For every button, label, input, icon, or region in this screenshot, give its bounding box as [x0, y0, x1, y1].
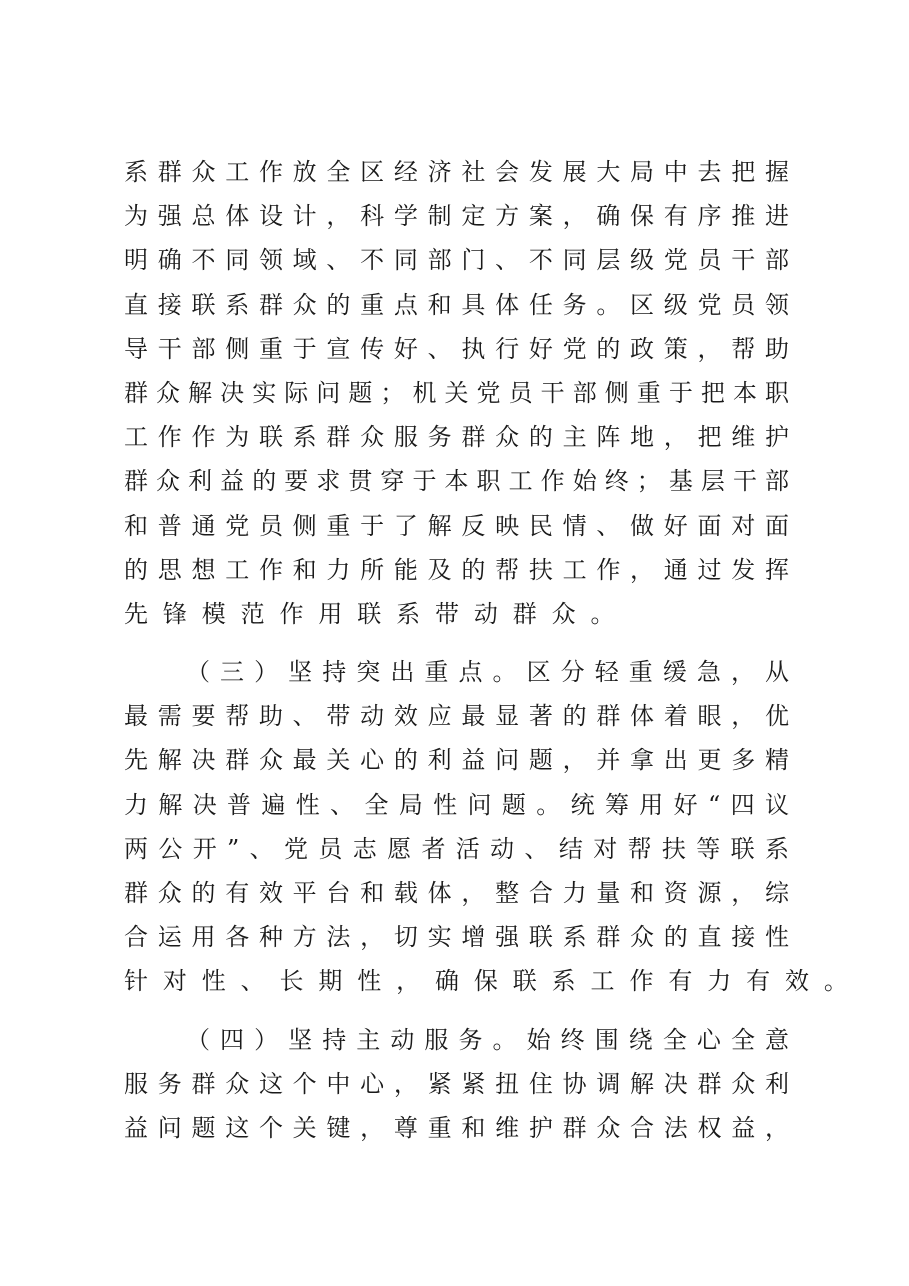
- text-line: 和普通党员侧重于了解反映民情、做好面对面: [124, 511, 789, 540]
- text-line-section-heading: （四）坚持主动服务。始终围绕全心全意: [186, 1025, 789, 1054]
- text-line-paragraph-end: 先锋模范作用联系带动群众。: [124, 599, 630, 628]
- text-line: 两公开”、党员志愿者活动、结对帮扶等联系: [124, 834, 789, 863]
- text-line: 群众解决实际问题；机关党员干部侧重于把本职: [124, 378, 789, 407]
- paragraph-gap: [124, 636, 789, 650]
- text-line: 益问题这个关键，尊重和维护群众合法权益，: [124, 1113, 789, 1142]
- text-line: 的思想工作和力所能及的帮扶工作，通过发挥: [124, 555, 789, 584]
- text-line: 先解决群众最关心的利益问题，并拿出更多精: [124, 746, 789, 775]
- text-line: 为强总体设计，科学制定方案，确保有序推进: [124, 202, 789, 231]
- text-line: 系群众工作放全区经济社会发展大局中去把握: [124, 158, 789, 186]
- text-line: 合运用各种方法，切实增强联系群众的直接性: [124, 923, 789, 952]
- paragraph-gap: [124, 1004, 789, 1018]
- text-line-paragraph-end: 针对性、长期性，确保联系工作有力有效。: [124, 967, 863, 996]
- text-line-section-heading: （三）坚持突出重点。区分轻重缓急，从: [186, 658, 789, 687]
- text-line: 直接联系群众的重点和具体任务。区级党员领: [124, 290, 789, 319]
- text-line: 服务群众这个中心，紧紧扭住协调解决群众利: [124, 1069, 789, 1098]
- text-line: 导干部侧重于宣传好、执行好党的政策，帮助: [124, 334, 789, 363]
- text-line: 最需要帮助、带动效应最显著的群体着眼，优: [124, 702, 789, 731]
- text-line: 群众利益的要求贯穿于本职工作始终；基层干部: [124, 467, 789, 496]
- text-line: 群众的有效平台和载体，整合力量和资源，综: [124, 879, 789, 907]
- body-text: [124, 150, 863, 1150]
- text-line: 工作作为联系群众服务群众的主阵地，把维护: [124, 423, 789, 452]
- text-line: 明确不同领域、不同部门、不同层级党员干部: [124, 246, 789, 275]
- text-line: 力解决普遍性、全局性问题。统筹用好“四议: [124, 790, 789, 819]
